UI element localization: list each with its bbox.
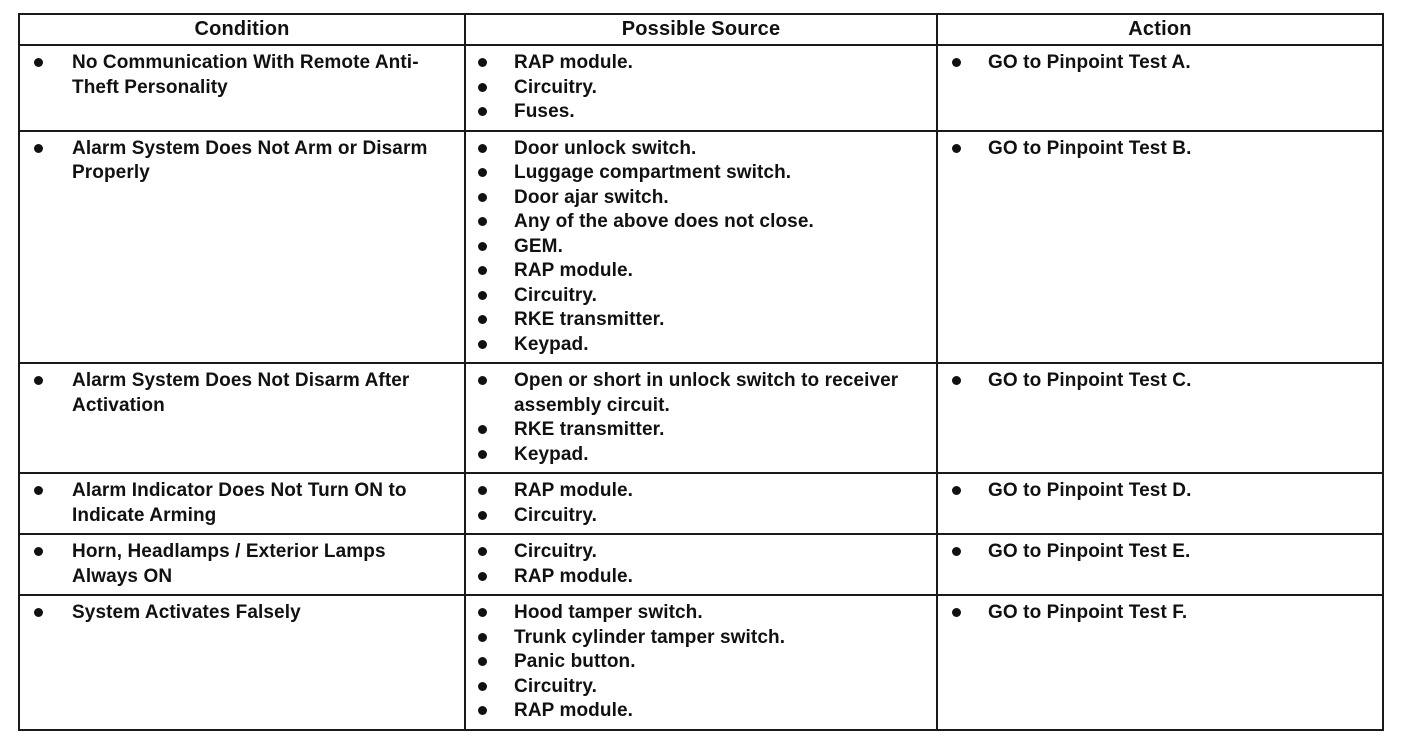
condition-cell-list: [20, 479, 464, 528]
bullet-icon: [478, 547, 487, 556]
possible-source-cell: [465, 131, 937, 364]
condition-cell: [19, 131, 465, 364]
action-item-text: GO to Pinpoint Test F.: [988, 602, 1188, 623]
bullet-icon: [478, 58, 487, 67]
condition-cell: [19, 45, 465, 131]
source-item-text: RKE transmitter.: [514, 309, 665, 330]
possible-source-cell-list: [466, 540, 936, 589]
condition-item: [20, 137, 464, 186]
source-item-text: Any of the above does not close.: [514, 211, 814, 232]
condition-item: [20, 369, 464, 418]
source-item: [466, 76, 936, 101]
source-item: [466, 479, 936, 504]
source-item: [466, 675, 936, 700]
bullet-icon: [478, 315, 487, 324]
action-cell: [937, 534, 1383, 595]
source-item: [466, 699, 936, 724]
possible-source-cell-list: [466, 601, 936, 724]
condition-cell-list: [20, 137, 464, 186]
table-row: [19, 131, 1383, 364]
source-item: [466, 626, 936, 651]
source-item: [466, 333, 936, 358]
source-item: [466, 235, 936, 260]
action-cell: [937, 45, 1383, 131]
action-cell: [937, 363, 1383, 473]
header-possible-source: Possible Source: [465, 14, 937, 45]
possible-source-cell-list: [466, 51, 936, 125]
bullet-icon: [952, 376, 961, 385]
source-item-text: Open or short in unlock switch to receiver assembly circuit.: [514, 370, 899, 416]
bullet-icon: [34, 376, 43, 385]
source-item-text: Circuitry.: [514, 76, 598, 98]
source-item-text: Door ajar switch.: [514, 186, 669, 208]
source-item: [466, 137, 936, 162]
condition-cell: [19, 534, 465, 595]
condition-cell-list: [20, 51, 464, 100]
bullet-icon: [478, 168, 487, 177]
source-item-text: Circuitry.: [514, 541, 598, 562]
action-item-text: GO to Pinpoint Test D.: [988, 480, 1192, 501]
bullet-icon: [478, 376, 487, 385]
source-item: [466, 418, 936, 443]
bullet-icon: [478, 266, 487, 275]
condition-item-text: Alarm System Does Not Disarm After Activation: [72, 370, 410, 416]
condition-cell: [19, 473, 465, 534]
bullet-icon: [478, 291, 487, 300]
source-item: [466, 210, 936, 235]
source-item-text: GEM.: [514, 235, 563, 257]
possible-source-cell-list: [466, 369, 936, 467]
table-row: [19, 45, 1383, 131]
condition-item: [20, 51, 464, 100]
action-cell: [937, 131, 1383, 364]
possible-source-cell: [465, 363, 937, 473]
condition-item: [20, 479, 464, 528]
action-item-text: GO to Pinpoint Test A.: [988, 52, 1191, 73]
source-item-text: Circuitry.: [514, 675, 598, 697]
source-item-text: RAP module.: [514, 700, 633, 721]
action-cell-list: [938, 51, 1382, 76]
action-item: [938, 369, 1382, 394]
possible-source-cell-list: [466, 479, 936, 528]
source-item: [466, 540, 936, 565]
condition-cell-list: [20, 369, 464, 418]
source-item-text: Trunk cylinder tamper switch.: [514, 626, 786, 648]
possible-source-cell: [465, 534, 937, 595]
bullet-icon: [478, 217, 487, 226]
action-cell-list: [938, 479, 1382, 504]
source-item-text: Panic button.: [514, 651, 636, 672]
bullet-icon: [478, 144, 487, 153]
table-body: [19, 45, 1383, 730]
bullet-icon: [478, 682, 487, 691]
source-item: [466, 161, 936, 186]
bullet-icon: [952, 608, 961, 617]
possible-source-cell: [465, 595, 937, 730]
condition-item-text: Horn, Headlamps / Exterior Lamps Always ON: [72, 541, 386, 587]
header-action: Action: [937, 14, 1383, 45]
table-row: [19, 473, 1383, 534]
bullet-icon: [478, 511, 487, 520]
source-item-text: Circuitry.: [514, 284, 598, 306]
bullet-icon: [34, 608, 43, 617]
bullet-icon: [34, 144, 43, 153]
condition-item-text: No Communication With Remote Anti-Theft Personality: [72, 52, 419, 98]
source-item: [466, 601, 936, 626]
bullet-icon: [952, 547, 961, 556]
condition-item: [20, 540, 464, 589]
source-item-text: Keypad.: [514, 333, 589, 355]
action-item: [938, 479, 1382, 504]
bullet-icon: [952, 486, 961, 495]
action-item: [938, 540, 1382, 565]
source-item-text: RAP module.: [514, 565, 633, 587]
source-item-text: Hood tamper switch.: [514, 602, 703, 623]
source-item-text: Keypad.: [514, 443, 589, 465]
bullet-icon: [478, 486, 487, 495]
source-item-text: RAP module.: [514, 52, 633, 73]
table-row: [19, 363, 1383, 473]
source-item: [466, 308, 936, 333]
action-cell-list: [938, 369, 1382, 394]
action-cell: [937, 473, 1383, 534]
source-item: [466, 51, 936, 76]
condition-item-text: Alarm Indicator Does Not Turn ON to Indicate Arming: [72, 480, 407, 526]
source-item-text: RKE transmitter.: [514, 419, 665, 440]
bullet-icon: [34, 486, 43, 495]
source-item: [466, 369, 936, 418]
action-item: [938, 51, 1382, 76]
action-item-text: GO to Pinpoint Test E.: [988, 541, 1191, 562]
bullet-icon: [478, 450, 487, 459]
source-item-text: Door unlock switch.: [514, 137, 697, 159]
condition-item: [20, 601, 464, 626]
source-item: [466, 443, 936, 468]
action-cell: [937, 595, 1383, 730]
bullet-icon: [478, 107, 487, 116]
bullet-icon: [478, 608, 487, 617]
condition-cell-list: [20, 540, 464, 589]
bullet-icon: [478, 425, 487, 434]
source-item: [466, 259, 936, 284]
bullet-icon: [952, 144, 961, 153]
condition-cell: [19, 363, 465, 473]
condition-cell-list: [20, 601, 464, 626]
bullet-icon: [478, 340, 487, 349]
action-cell-list: [938, 601, 1382, 626]
bullet-icon: [34, 58, 43, 67]
header-condition: Condition: [19, 14, 465, 45]
action-item-text: GO to Pinpoint Test B.: [988, 137, 1192, 159]
condition-item-text: Alarm System Does Not Arm or Disarm Properly: [72, 137, 428, 183]
condition-cell: [19, 595, 465, 730]
source-item: [466, 284, 936, 309]
action-cell-list: [938, 137, 1382, 162]
source-item-text: RAP module.: [514, 260, 633, 281]
source-item: [466, 504, 936, 529]
possible-source-cell: [465, 45, 937, 131]
bullet-icon: [478, 657, 487, 666]
source-item-text: Circuitry.: [514, 504, 598, 526]
possible-source-cell: [465, 473, 937, 534]
bullet-icon: [952, 58, 961, 67]
bullet-icon: [478, 706, 487, 715]
bullet-icon: [478, 572, 487, 581]
bullet-icon: [478, 242, 487, 251]
action-item-text: GO to Pinpoint Test C.: [988, 370, 1192, 391]
source-item: [466, 565, 936, 590]
source-item: [466, 186, 936, 211]
source-item-text: Fuses.: [514, 101, 575, 122]
source-item-text: Luggage compartment switch.: [514, 162, 792, 183]
possible-source-cell-list: [466, 137, 936, 358]
table-row: [19, 534, 1383, 595]
source-item-text: RAP module.: [514, 480, 633, 501]
bullet-icon: [478, 633, 487, 642]
diagnosis-table: [18, 13, 1384, 731]
condition-item-text: System Activates Falsely: [72, 602, 301, 623]
table-row: [19, 595, 1383, 730]
bullet-icon: [34, 547, 43, 556]
source-item: [466, 650, 936, 675]
header-row: [19, 14, 1383, 45]
action-item: [938, 137, 1382, 162]
source-item: [466, 100, 936, 125]
bullet-icon: [478, 83, 487, 92]
bullet-icon: [478, 193, 487, 202]
action-item: [938, 601, 1382, 626]
action-cell-list: [938, 540, 1382, 565]
